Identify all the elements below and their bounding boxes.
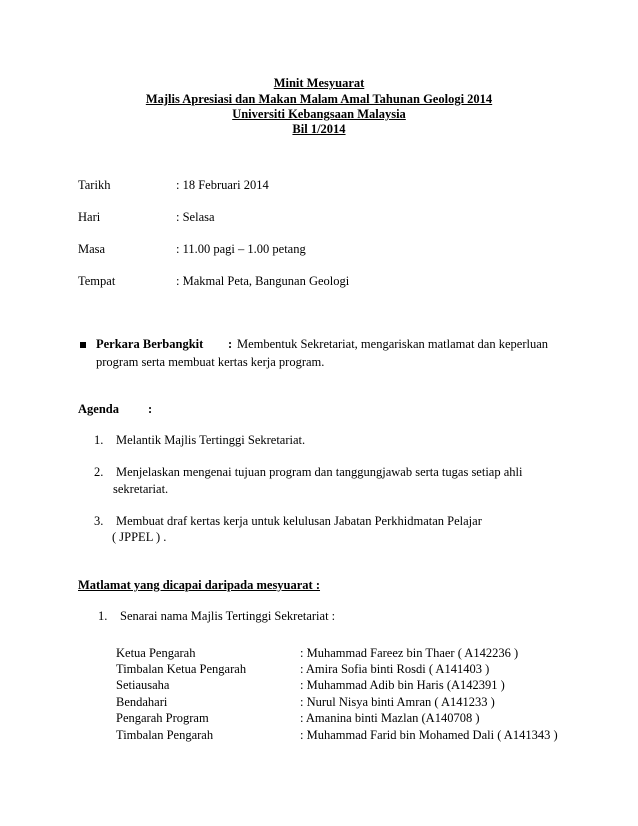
- agenda-item-text: Melantik Majlis Tertinggi Sekretariat.: [116, 433, 306, 447]
- member-role: Setiausaha: [116, 678, 170, 692]
- detail-value-masa: : 11.00 pagi – 1.00 petang: [176, 242, 306, 256]
- agenda-item-number: 2.: [94, 465, 104, 479]
- agenda-item-text: Membuat draf kertas kerja untuk kelulusan Jabatan Perkhidmatan Pelajar: [116, 514, 482, 528]
- doc-title: Minit Mesyuarat: [273, 76, 365, 90]
- detail-value-tempat: : Makmal Peta, Bangunan Geologi: [176, 274, 350, 288]
- doc-subtitle-university: Universiti Kebangsaan Malaysia: [232, 107, 406, 121]
- member-name: : Muhammad Adib bin Haris (A142391 ): [300, 678, 505, 692]
- agenda-item-text: Menjelaskan mengenai tujuan program dan tanggungjawab serta tugas setiap ahli: [116, 465, 523, 479]
- bullet-icon: [80, 342, 86, 348]
- member-name: : Muhammad Farid bin Mohamed Dali ( A141343 ): [300, 728, 558, 742]
- perkara-text-line2: program serta membuat kertas kerja program.: [96, 355, 325, 369]
- perkara-text-line1: Membentuk Sekretariat, mengariskan matlamat dan keperluan: [237, 337, 548, 351]
- agenda-item-number: 3.: [94, 514, 104, 528]
- member-name: : Amira Sofia binti Rosdi ( A141403 ): [300, 662, 490, 676]
- agenda-item-text-continued: ( JPPEL ) .: [112, 530, 167, 544]
- member-name: : Nurul Nisya binti Amran ( A141233 ): [300, 695, 495, 709]
- member-name: : Muhammad Fareez bin Thaer ( A142236 ): [300, 646, 519, 660]
- detail-label-tempat: Tempat: [78, 274, 116, 288]
- agenda-item-number: 1.: [94, 433, 104, 447]
- agenda-label: Agenda: [78, 402, 119, 416]
- doc-subtitle-number: Bil 1/2014: [292, 122, 346, 136]
- perkara-colon: :: [228, 337, 233, 351]
- matlamat-item-number: 1.: [98, 609, 108, 623]
- member-role: Bendahari: [116, 695, 168, 709]
- member-role: Timbalan Pengarah: [116, 728, 214, 742]
- perkara-label: Perkara Berbangkit: [96, 337, 204, 351]
- member-name: : Amanina binti Mazlan (A140708 ): [300, 711, 480, 725]
- detail-value-hari: : Selasa: [176, 210, 215, 224]
- doc-subtitle-event: Majlis Apresiasi dan Makan Malam Amal Tahunan Geologi 2014: [145, 92, 493, 106]
- member-role: Pengarah Program: [116, 711, 209, 725]
- detail-value-tarikh: : 18 Februari 2014: [176, 178, 269, 192]
- detail-label-masa: Masa: [78, 242, 106, 256]
- detail-label-hari: Hari: [78, 210, 101, 224]
- member-role: Timbalan Ketua Pengarah: [116, 662, 247, 676]
- agenda-item-text-continued: sekretariat.: [113, 482, 169, 496]
- agenda-colon: :: [148, 402, 153, 416]
- matlamat-item-text: Senarai nama Majlis Tertinggi Sekretariat :: [120, 609, 336, 623]
- matlamat-heading: Matlamat yang dicapai daripada mesyuarat :: [78, 578, 321, 592]
- member-role: Ketua Pengarah: [116, 646, 196, 660]
- detail-label-tarikh: Tarikh: [78, 178, 111, 192]
